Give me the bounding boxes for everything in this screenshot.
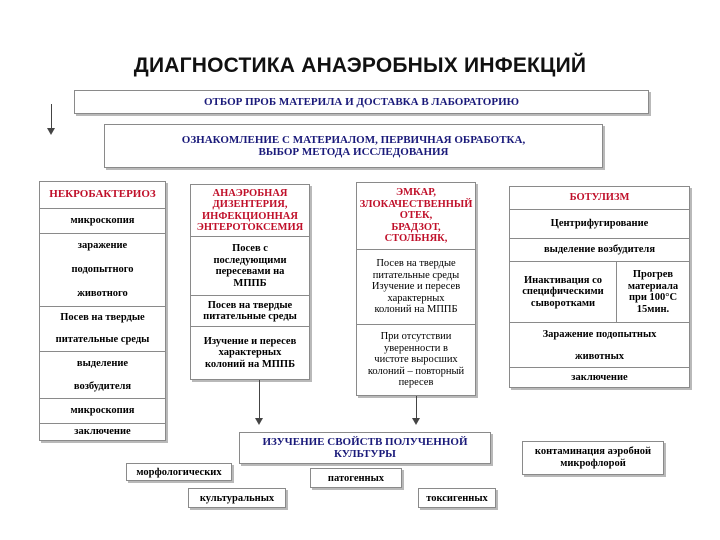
emkar-repeat-line3: чистоте выросших xyxy=(374,354,458,366)
sampling-box xyxy=(74,90,649,114)
dysentery-subculture-line4: МППБ xyxy=(233,277,267,289)
botulism-heating-line1: Прогрев xyxy=(632,269,674,280)
contamination-box xyxy=(522,441,664,475)
emkar-header xyxy=(357,183,475,250)
botulism-animals xyxy=(510,347,689,368)
contamination-line2: микрофлорой xyxy=(560,458,626,469)
botulism-infection-label: Заражение подопытных xyxy=(542,329,657,341)
emkar-seeding-line2: питательные среды xyxy=(372,269,460,281)
contamination-line1: контаминация аэробной xyxy=(534,446,652,457)
botulism-inactivation-line3: сыворотками xyxy=(530,297,596,309)
botulism-heating-line4: 15мин. xyxy=(636,303,670,315)
toxigenic-label: токсигенных xyxy=(426,492,488,504)
dysentery-study-line2: характерных xyxy=(218,347,282,359)
necrobacteriosis-header xyxy=(40,182,165,209)
dysentery-solid-line1: Посев на твердые xyxy=(207,299,293,311)
culture-study-box xyxy=(239,432,491,464)
col1-microscopy xyxy=(40,209,165,234)
botulism-conclusion xyxy=(510,368,689,387)
botulism-branch-row xyxy=(510,262,689,323)
col1-isolation-label: выделение xyxy=(76,358,129,370)
morphological-box xyxy=(126,463,232,481)
botulism-infection xyxy=(510,323,689,347)
toxigenic-box xyxy=(418,488,496,508)
col1-seeding-1 xyxy=(40,307,165,329)
col1-conclusion-label: заключение xyxy=(74,426,131,438)
col1-isolation-1 xyxy=(40,352,165,376)
botulism-isolation-label: выделение возбудителя xyxy=(543,244,656,256)
col1-infection-3 xyxy=(40,282,165,307)
necrobacteriosis-column xyxy=(39,181,166,441)
morphological-label: морфологических xyxy=(136,466,222,478)
arrow-col2-head-icon xyxy=(255,418,263,425)
emkar-column xyxy=(356,182,476,396)
emkar-header-line2: ЗЛОКАЧЕСТВЕННЫЙ xyxy=(359,198,473,210)
page-title: ДИАГНОСТИКА АНАЭРОБНЫХ ИНФЕКЦИЙ xyxy=(133,54,587,77)
necrobacteriosis-header-label: НЕКРОБАКТЕРИОЗ xyxy=(49,188,156,201)
col1-isolation-2 xyxy=(40,376,165,399)
emkar-repeat-line5: пересев xyxy=(398,377,434,389)
dysentery-column xyxy=(190,184,310,380)
botulism-heating xyxy=(617,262,689,322)
dysentery-subculture xyxy=(191,237,309,296)
botulism-inactivation-line1: Инактивация со xyxy=(524,274,602,286)
col1-microscopy-label: микроскопия xyxy=(70,215,135,227)
col1-animal-label: подопытного xyxy=(71,264,134,276)
emkar-repeat xyxy=(357,325,475,395)
col1-infection-label: заражение xyxy=(77,240,128,252)
dysentery-header xyxy=(191,185,309,237)
botulism-heating-line3: при 100°С xyxy=(628,292,678,303)
botulism-isolation xyxy=(510,239,689,262)
botulism-centrifuge-label: Центрифугирование xyxy=(550,218,649,230)
emkar-seeding-line4: характерных xyxy=(387,292,445,304)
col1-microscopy2-label: микроскопия xyxy=(70,405,135,417)
culture-study-line2: КУЛЬТУРЫ xyxy=(334,448,396,460)
emkar-repeat-line2: уверенности в xyxy=(384,342,448,354)
cultural-box xyxy=(188,488,286,508)
col1-microscopy-2 xyxy=(40,399,165,424)
arrow-col3 xyxy=(416,396,417,420)
dysentery-header-line3: ИНФЕКЦИОННАЯ xyxy=(202,210,298,222)
emkar-seeding-line5: колоний на МППБ xyxy=(374,304,458,316)
col1-media-label: питательные среды xyxy=(55,334,150,346)
dysentery-solid-media xyxy=(191,296,309,327)
arrow-col3-head-icon xyxy=(412,418,420,425)
emkar-header-line1: ЭМКАР, xyxy=(396,187,436,199)
botulism-inactivation xyxy=(510,262,617,322)
botulism-centrifuge xyxy=(510,210,689,239)
emkar-seeding-line1: Посев на твердые xyxy=(376,258,456,270)
familiarization-box xyxy=(104,124,603,168)
emkar-repeat-line1: При отсутствии xyxy=(380,331,452,343)
arrow-head-left-icon xyxy=(47,128,55,135)
emkar-seeding-line3: Изучение и пересев xyxy=(371,281,461,293)
botulism-column xyxy=(509,186,690,388)
col1-seeding-2 xyxy=(40,329,165,352)
botulism-header xyxy=(510,187,689,210)
familiarization-line2: ВЫБОР МЕТОДА ИССЛЕДОВАНИЯ xyxy=(258,146,449,158)
dysentery-study-line1: Изучение и пересев xyxy=(203,335,297,347)
cultural-label: культуральных xyxy=(199,492,275,504)
sampling-box-label: ОТБОР ПРОБ МАТЕРИЛА И ДОСТАВКА В ЛАБОРАТОРИЮ xyxy=(203,96,520,108)
pathogenic-label: патогенных xyxy=(327,472,385,484)
dysentery-header-line4: ЭНТЕРОТОКСЕМИЯ xyxy=(196,222,304,233)
emkar-header-line5: СТОЛБНЯК, xyxy=(384,233,448,245)
col1-animal2-label: животного xyxy=(77,288,128,300)
dysentery-solid-line2: питательные среды xyxy=(203,311,297,322)
culture-study-line1: ИЗУЧЕНИЕ СВОЙСТВ ПОЛУЧЕННОЙ xyxy=(262,436,468,448)
emkar-header-line3: ОТЕК, xyxy=(399,210,433,222)
familiarization-line1: ОЗНАКОМЛЕНИЕ С МАТЕРИАЛОМ, ПЕРВИЧНАЯ ОБРАБОТКА, xyxy=(181,134,526,146)
dysentery-header-line1: АНАЭРОБНАЯ xyxy=(212,187,288,199)
botulism-header-label: БОТУЛИЗМ xyxy=(569,192,630,204)
dysentery-subculture-line2: последующими xyxy=(213,254,287,266)
botulism-conclusion-label: заключение xyxy=(571,371,628,383)
emkar-seeding xyxy=(357,250,475,325)
col1-pathogen-label: возбудителя xyxy=(73,381,132,393)
dysentery-study-line3: колоний на МППБ xyxy=(204,358,296,370)
emkar-repeat-line4: колоний – повторный xyxy=(367,365,465,377)
botulism-heating-line2: материала xyxy=(627,280,679,292)
emkar-header-line4: БРАДЗОТ, xyxy=(391,221,441,233)
pathogenic-box xyxy=(310,468,402,488)
col1-conclusion xyxy=(40,424,165,440)
arrow-col2 xyxy=(259,380,260,420)
botulism-inactivation-line2: специфическими xyxy=(522,286,604,298)
dysentery-subculture-line3: пересевами на xyxy=(215,266,285,277)
dysentery-study xyxy=(191,327,309,379)
col1-infection-2 xyxy=(40,258,165,282)
arrow-down-left xyxy=(51,104,52,130)
col1-infection-1 xyxy=(40,234,165,258)
dysentery-header-line2: ДИЗЕНТЕРИЯ, xyxy=(212,199,288,210)
dysentery-subculture-line1: Посев с xyxy=(232,243,268,254)
col1-seeding-label: Посев на твердые xyxy=(60,312,145,324)
botulism-animals-label: животных xyxy=(574,351,625,363)
